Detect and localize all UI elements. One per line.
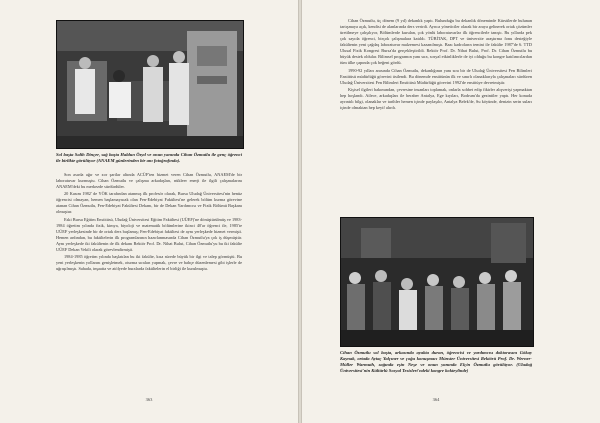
left-page-body [56, 172, 242, 274]
left-paragraph: Son asırda ağır ve zor şartlar altında ACÜF'ten hizmet veren Cihan Özmutlu, ANAEM'de bir laboratuvar kurmuştu. Cihan Özmutlu ve çalışma arkadaşları, nükleer enerji ile ilgili çalışmalarını ANAEM'deki bu merkezde sürdürdüler. [56, 172, 242, 190]
left-page-number: 363 [145, 397, 153, 402]
right-page-number: 364 [432, 397, 440, 402]
left-photo-illustration [57, 21, 243, 148]
right-paragraph: Cihan Özmutlu, üç dönem (9 yıl) dekanlık yaptı. Bulunduğu bu dekanlık döneminde Kürsülerde bulunan tartışmaya açık, kendisi de alanlarında ders verirdi. Ayrıca yöneticiler olarak bir araya gelinerek ortak çözümler üretilmeye çalışılıyor, Bölümlerde kurulan, çok yönlü laboratuvarlar ilk öğrencilerle tanıştı. Bu yıllarda pek çok sayıda öğrenci, birçok çalışmalara katıldı. TÜBİTAK, DPT ve üniversite araştırma fonu desteğiyle fakültenin yeni çağdaş laboratuvar malzemesi kazanılmıştı. Bazı kadroların temini ile fakülte 1987'de 6. TTD Ulusal Fizik Kongresi Bursa'da gerçekleştirildi. Rektör Prof. Dr. Nihat Bulut, Prof. Dr. Cihan Özmutlu bu büyük destek oldular. Bilimsel programın yanı sıra, sosyal etkinliklerle de iyi olduğu bu kongre katılımcılardan tüm ülke çapında çok beğeni gördü. [340, 18, 532, 66]
right-paragraph: 1990-92 yılları arasında Cihan Özmutlu, dekanlığının yanı sıra bir de Uludağ Üniversitesi Fen Bilimleri Enstitüsü müdürlüğü görevini üstlendi. Bu dönemde enstitünün ilk ve sınırlı olanaklarıyla çalışmaları sürdüren Uludağ Üniversitesi Fen Bilimleri Enstitüsü Müdürlüğü görevini 1992'de enstitüye devretmiştir. [340, 67, 532, 85]
right-photo-caption: Cihan Özmutlu sol başta, arkasında ayakta duran, öğrencisi ve yardımcısı doktorasını Gökay Kaynak, ortada Aytaç Yalçıner ve çoğu konuşmacı Münster Üniversitesi Rektörü Prof. Dr. Werner-Müller Warmuth, sağında eşin Neşe ve onun yanında Elçin Özmutlu görülüyor. (Uludağ Üniversitesi'nin Kültürlü Sosyal Tesisleri'ndeki kongre kokteylinde) [340, 350, 532, 373]
left-paragraph: Eski Bursa Eğitim Enstitüsü, Uludağ Üniversitesi Eğitim Fakültesi (UÜEF)'ne dönüştürülmüş ve 1983-1984 öğretim yılında fizik, kimya, biyoloji ve matematik bölümlerine ikinci 40'ar öğrenci ile, 1985'te UÜEF yerleşkesinde bir de ortak ders başlamış; Fen-Edebiyat fakültesi de aynı yerleşkede hizmet vermişti. Hemen ardından, bu fakültelerin ilk programlarının hazırlanmasında Cihan Özmutlu'ya çok iş düşmüştür. Aynı yerleşkede iki fakültenin de ilk dekanı Rektör Prof. Dr. Nihat Bulut, Cihan Özmutlu'yu bu iki fakülte UÜEF Dekan Vekili olarak görevlendirmişti. [56, 216, 242, 252]
right-page [302, 0, 600, 423]
right-photo-illustration [341, 218, 533, 346]
left-paragraph: 1984-1985 öğretim yılında başlatılan bu iki fakülte, kısa sürede büyük bir ilgi ve talep görmüştü. Bu yeni yerleşkenin yollarını genişletmek, oturma sıraları yapmak, çevre ve bahçe düzenlemesi gibi işlerle de uğraşılmıştı. Sahada, inşaatta ve atölyede buralarda fakültelerin el birliği ile kurulmuştu. [56, 254, 242, 272]
left-page [0, 0, 298, 423]
right-paragraph: Kişisel ilgileri bakımından, çevresine insanları toplamak, onlarla sohbet edip fikirler alışverişi yapmaktan hep hoşlandı. Ailece, arkadaşları ile beraber Antalya, Ege kıyıları, Bodrum'da gezintiler yaptı. Her konuda ayrıntılı bilgi, olanaklar ve tarihler hemen içinde paylaşılır, Antalya Belek'de, Su köyünde, denizin serin suları içinde olmaktan hep keyif alırdı. [340, 86, 532, 111]
right-page-photo [340, 217, 534, 347]
left-photo-caption: Sol başta Salih Dinçer, sağ başta Haldun Özyıl ve onun yanında Cihan Özmutlu ile genç öğrenci ile birlikte görülüyor (ANAEM günlerinden bir anı fotoğrafında). [56, 152, 242, 163]
right-page-body [340, 18, 532, 112]
left-paragraph: 20 Kasım 1982' de YÖK tarafından atanmış ilk profesör olarak, Bursa Uludağ Üniversitesi'nin henüz öğrencisi olmayan, hemen başlamayacak olan Fen-Edebiyat Fakültesi'ne gelerek bölüm kurma görevine atanan Cihan Özmutlu, Fen-Edebiyat Fakültesi Dekanı, bir de Dekan Yardımcısı ve Fizik Bölümü Başkanı olmuştur. [56, 191, 242, 215]
left-page-photo [56, 20, 244, 149]
